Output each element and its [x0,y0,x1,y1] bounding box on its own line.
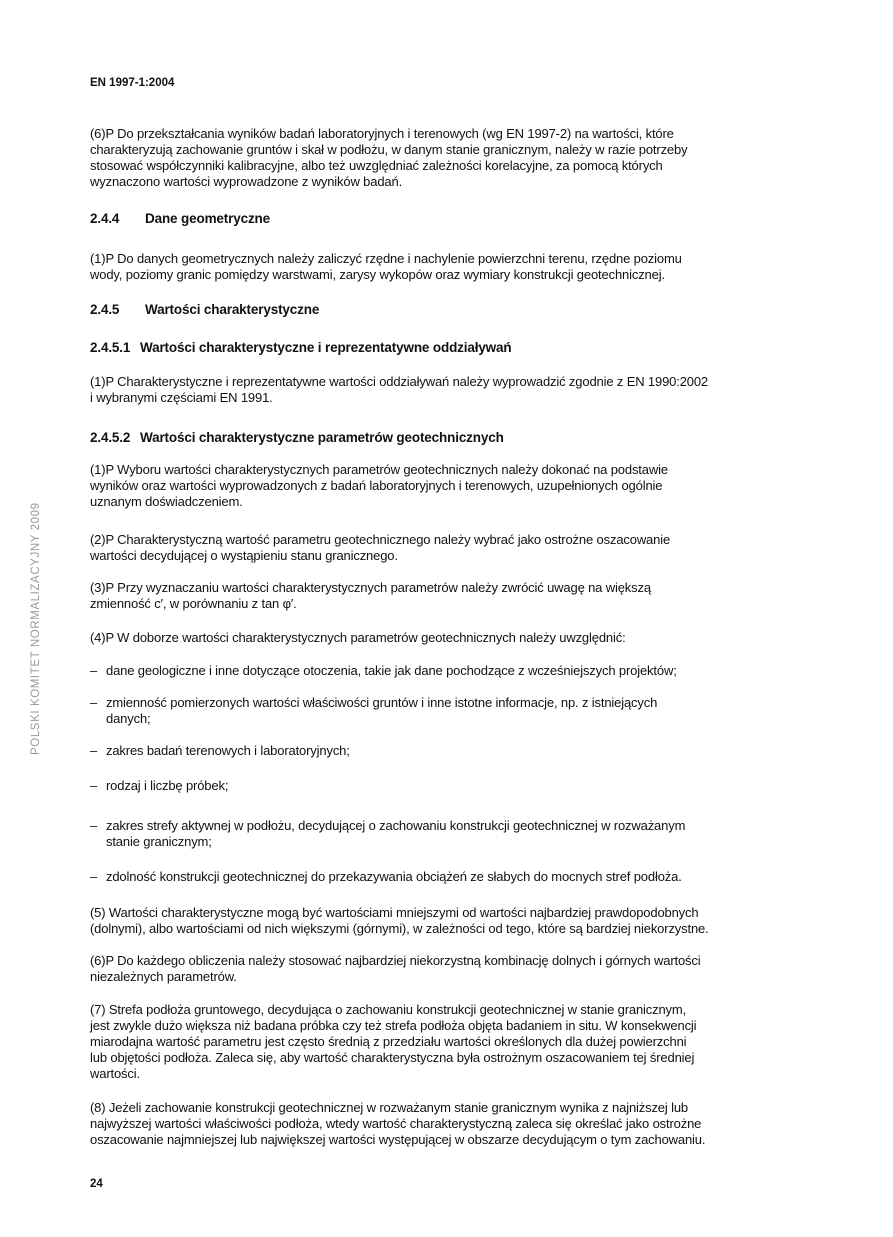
text-line: charakteryzują zachowanie gruntów i skał w podłożu, w danym stanie granicznym, należy w razie potrzeby [90,142,688,157]
text-line: (7) Strefa podłoża gruntowego, decydująca o zachowaniu konstrukcji geotechnicznej w stanie granicznym, [90,1002,687,1017]
list-item-text [106,818,685,850]
text-line: (3)P Przy wyznaczaniu wartości charakterystycznych parametrów należy zwrócić uwagę na większą [90,580,651,595]
document-header: EN 1997-1:2004 [90,77,175,89]
text-line: (1)P Wyboru wartości charakterystycznych parametrów geotechnicznych należy dokonać na podstawie [90,462,668,477]
page-number: 24 [90,1178,103,1190]
list-item-text [106,743,350,759]
text-line: uznanym doświadczeniem. [90,494,243,509]
paragraph [90,532,670,564]
text-line: stanie granicznym; [106,834,212,849]
section-title: Wartości charakterystyczne [145,302,320,317]
section-title: Wartości charakterystyczne parametrów geotechnicznych [140,430,504,445]
text-line: (8) Jeżeli zachowanie konstrukcji geotechnicznej w rozważanym stanie granicznym wynika z najniższej lub [90,1100,688,1115]
text-line: (6)P Do każdego obliczenia należy stosować najbardziej niekorzystną kombinację dolnych i górnych wartości [90,953,701,968]
text-line: (2)P Charakterystyczną wartość parametru geotechnicznego należy wybrać jako ostrożne oszacowanie [90,532,671,547]
paragraph [90,1002,696,1082]
text-line: jest zwykle dużo większa niż badana próbka czy też strefa podłoża objęta badaniem in situ. W konsekwencji [90,1018,697,1033]
text-line: wody, poziomy granic pomiędzy warstwami, zarysy wykopów oraz wymiary konstrukcji geotechnicznej. [90,267,665,282]
text-line: (dolnymi), albo wartościami od nich większymi (górnymi), w zależności od tego, które są bardziej niekorzystne. [90,921,709,936]
text-line: danych; [106,711,151,726]
text-line: wartości decydującej o wystąpieniu stanu granicznego. [90,548,398,563]
bullet-dash: – [90,818,98,833]
paragraph [90,462,668,510]
list-item-text [106,778,228,794]
text-line: (1)P Do danych geometrycznych należy zaliczyć rzędne i nachylenie powierzchni terenu, rzędne poziomu [90,251,682,266]
text-line: zmienność c′, w porównaniu z tan φ′. [90,596,297,611]
text-line: (5) Wartości charakterystyczne mogą być wartościami mniejszymi od wartości najbardziej prawdopodobnych [90,905,699,920]
paragraph [90,580,651,612]
bullet-dash: – [90,695,98,710]
bullet-dash: – [90,869,98,884]
paragraph [90,905,709,937]
text-line: (1)P Charakterystyczne i reprezentatywne wartości oddziaływań należy wyprowadzić zgodnie z EN 1990:2002 [90,374,709,389]
text-line: wartości. [90,1066,140,1081]
bullet-dash: – [90,778,98,793]
paragraph [90,251,682,283]
list-item-text [106,869,682,885]
list-item-text [106,663,677,679]
section-number: 2.4.5.2 [90,430,131,445]
section-number: 2.4.5 [90,302,120,317]
text-line: zakres badań terenowych i laboratoryjnych; [106,743,350,758]
text-line: rodzaj i liczbę próbek; [106,778,229,793]
section-heading [90,430,504,445]
section-number: 2.4.5.1 [90,340,131,355]
section-title: Dane geometryczne [145,211,270,226]
text-line: i wybranymi częściami EN 1991. [90,390,273,405]
text-line: zakres strefy aktywnej w podłożu, decydującej o zachowaniu konstrukcji geotechnicznej w rozważanym [106,818,686,833]
text-line: zdolność konstrukcji geotechnicznej do przekazywania obciążeń ze słabych do mocnych stref podłoża. [106,869,682,884]
paragraph [90,630,626,646]
paragraph [90,953,701,985]
section-title: Wartości charakterystyczne i reprezentatywne oddziaływań [140,340,512,355]
paragraph [90,126,687,190]
list-item-text [106,695,657,727]
text-line: (6)P Do przekształcania wyników badań laboratoryjnych i terenowych (wg EN 1997-2) na wartości, które [90,126,674,141]
text-line: miarodajna wartość parametru jest często średnią z przedziału wartości określonych dla dużej powierzchni [90,1034,687,1049]
text-line: oszacowanie najmniejszej lub największej wartości występującej w obszarze decydującym o tym zachowaniu. [90,1132,706,1147]
text-line: dane geologiczne i inne dotyczące otoczenia, takie jak dane pochodzące z wcześniejszych projektów; [106,663,677,678]
watermark: POLSKI KOMITET NORMALIZACYJNY 2009 [30,502,42,755]
text-line: najwyższej wartości właściwości podłoża, wtedy wartość charakterystyczną zaleca się określać jako ostrożne [90,1116,702,1131]
section-heading [90,302,319,317]
text-line: zmienność pomierzonych wartości właściwości gruntów i inne istotne informacje, np. z istniejących [106,695,658,710]
text-line: lub objętości podłoża. Zaleca się, aby wartość charakterystyczna była ostrożnym oszacowaniem tej średniej [90,1050,695,1065]
section-heading [90,211,270,226]
text-line: stosować współczynniki kalibracyjne, albo też uwzględniać zależności korelacyjne, za pomocą których [90,158,663,173]
bullet-dash: – [90,743,98,758]
bullet-dash: – [90,663,98,678]
section-number: 2.4.4 [90,211,120,226]
section-heading [90,340,512,355]
text-line: (4)P W doborze wartości charakterystycznych parametrów geotechnicznych należy uwzględnić: [90,630,626,645]
text-line: wyników oraz wartości wyprowadzonych z badań laboratoryjnych i terenowych, uzupełnionych ogólnie [90,478,663,493]
paragraph [90,374,708,406]
paragraph [90,1100,705,1148]
text-line: wyznaczono wartości wyprowadzone z wyników badań. [90,174,403,189]
text-line: niezależnych parametrów. [90,969,237,984]
